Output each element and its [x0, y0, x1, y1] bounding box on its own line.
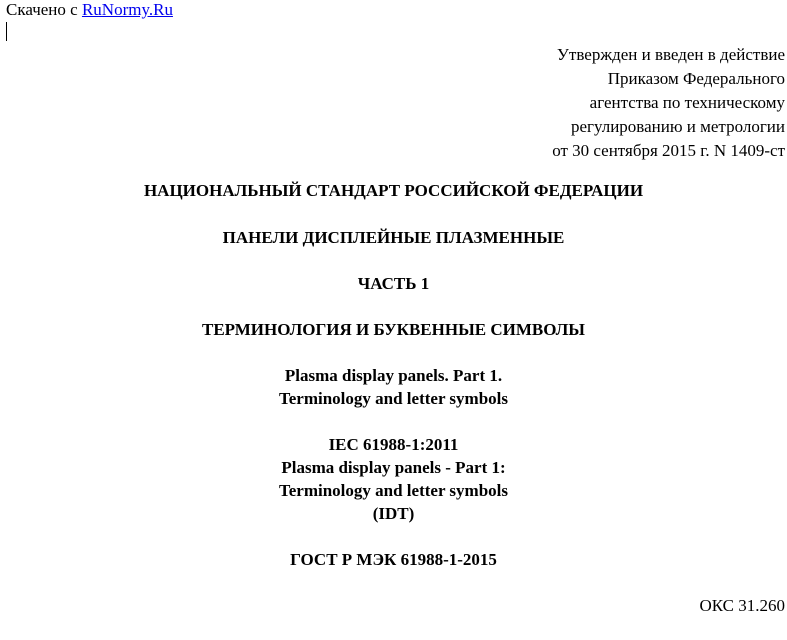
oks-code: ОКС 31.260: [699, 596, 785, 615]
runormy-link[interactable]: RuNormy.Ru: [81, 0, 173, 19]
iec-block: [0, 433, 787, 525]
title-ru: ПАНЕЛИ ДИСПЛЕЙНЫЕ ПЛАЗМЕННЫЕ: [222, 228, 565, 247]
iec-equivalence: (IDT): [372, 504, 415, 523]
title-en-line2: Terminology and letter symbols: [278, 389, 509, 408]
text-cursor: [6, 22, 7, 41]
part-ru-block: [0, 272, 787, 295]
approval-block: [552, 43, 785, 163]
subtitle-ru-block: [0, 318, 787, 341]
approval-line: Утвержден и введен в действие: [556, 45, 785, 64]
national-standard-heading: [0, 179, 787, 202]
gost-number: ГОСТ Р МЭК 61988-1-2015: [290, 550, 497, 569]
iec-title-line2: Terminology and letter symbols: [278, 481, 509, 500]
title-en-block: [0, 364, 787, 410]
approval-line: агентства по техническому: [589, 93, 785, 112]
title-ru-block: [0, 226, 787, 249]
approval-line: от 30 сентября 2015 г. N 1409-ст: [552, 141, 785, 160]
download-source-line: [6, 0, 173, 21]
iec-number: IEC 61988-1:2011: [328, 435, 459, 454]
approval-line: Приказом Федерального: [607, 69, 785, 88]
gost-block: [0, 548, 787, 571]
subtitle-ru: ТЕРМИНОЛОГИЯ И БУКВЕННЫЕ СИМВОЛЫ: [201, 320, 585, 339]
national-standard-title: НАЦИОНАЛЬНЫЙ СТАНДАРТ РОССИЙСКОЙ ФЕДЕРАЦИИ: [143, 181, 644, 200]
title-en-line1: Plasma display panels. Part 1.: [284, 366, 503, 385]
part-ru: ЧАСТЬ 1: [357, 274, 430, 293]
iec-title-line1: Plasma display panels - Part 1:: [281, 458, 506, 477]
approval-line: регулированию и метрологии: [570, 117, 785, 136]
download-source-prefix: Скачено с: [6, 0, 82, 19]
